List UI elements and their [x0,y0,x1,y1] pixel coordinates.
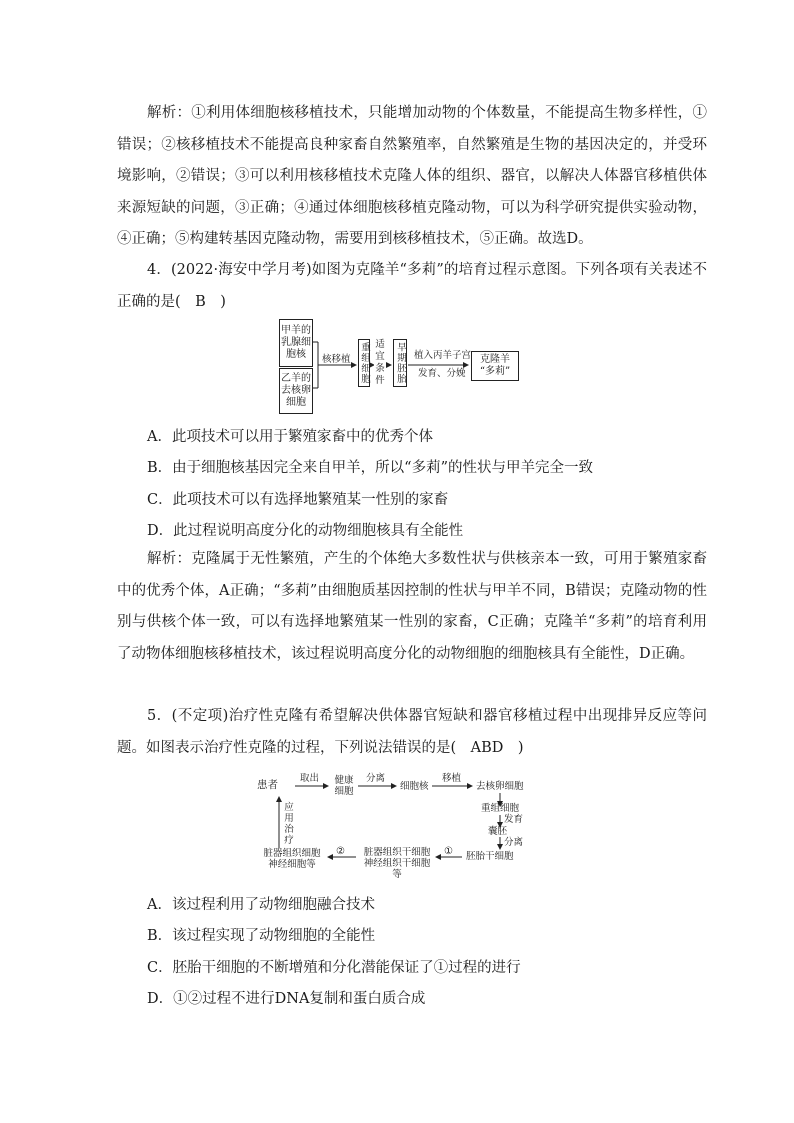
q5-option-a: A．该过程利用了动物细胞融合技术 [147,897,375,913]
label-nuclear-transfer: 核移植 [322,354,351,365]
node-embryonic-stem-cell: 胚胎干细胞 [466,851,514,862]
analysis-paragraph-q4: 解析：克隆属于无性繁殖，产生的个体绝大多数性状与供核亲本一致，可用于繁殖家畜中的优秀个体，A正确；“多莉”由细胞质基因控制的性状与甲羊不同，B错误；克隆动物的性别与供核个体一致，可以有选择地繁殖某一性别的家畜，C正确；克隆羊“多莉”的培育利用了动物体细胞核移植技术，该过程说明高度分化的动物细胞的细胞核具有全能性，D正确。 [117,551,707,662]
node-tissue-cells: 脏器组织细胞神经细胞等 [263,848,321,870]
q4-option-a: A．此项技术可以用于繁殖家畜中的优秀个体 [147,429,433,445]
label-apply-therapy: 应用治疗 [284,802,294,846]
node-enucleated-egg: 去核卵细胞 [476,781,524,792]
label-implant: 植入丙羊子宫 [414,350,472,361]
label-separate-2: 分离 [504,837,524,848]
label-develop: 发育 [504,814,524,825]
box-donor-nucleus: 甲羊的乳腺细胞核 [279,319,313,367]
q5-option-b: B．该过程实现了动物细胞的全能性 [147,928,376,944]
node-blastocyst: 囊胚 [488,826,508,837]
q5-option-c: C．胚胎干细胞的不断增殖和分化潜能保证了①过程的进行 [147,960,521,976]
label-take-out: 取出 [300,773,320,784]
q4-option-c: C．此项技术可以有选择地繁殖某一性别的家畜 [147,492,449,508]
label-step-1: ① [444,846,453,857]
node-healthy-cell: 健康细胞 [334,775,354,797]
label-transplant: 移植 [442,773,462,784]
question-5-stem: 5．(不定项)治疗性克隆有希望解决供体器官短缺和器官移植过程中出现排异反应等问题。如图表示治疗性克隆的过程，下列说法错误的是( ABD ) [117,708,707,756]
label-separate: 分离 [366,773,386,784]
box-enucleated-egg: 乙羊的去核卵细胞 [279,368,313,414]
node-recombinant-cell: 重组细胞 [481,803,520,814]
label-step-2: ② [336,846,345,857]
node-nucleus: 细胞核 [400,781,429,792]
q4-option-d: D．此过程说明高度分化的动物细胞核具有全能性 [147,523,464,539]
label-develop-deliver: 发育、分娩 [418,368,466,379]
analysis-paragraph-q3: 解析：①利用体细胞核移植技术，只能增加动物的个体数量，不能提高生物多样性，①错误；②核移植技术不能提高良种家畜自然繁殖率，自然繁殖是生物的基因决定的，并受环境影响，②错误；③可以利用核移植技术克隆人体的组织、器官，以解决人体器官移植供体来源短缺的问题，③正确；④通过体细胞核移植克隆动物，可以为科学研究提供实验动物，④正确；⑤构建转基因克隆动物，需要用到核移植技术，⑤正确。故选D。 [117,105,707,247]
node-patient: 患者 [257,779,278,791]
node-tissue-stem-cells: 脏器组织干细胞神经组织干细胞等 [363,847,431,880]
question-4-stem: 4．(2022·海安中学月考)如图为克隆羊“多莉”的培育过程示意图。下列各项有关表述不正确的是( B ) [117,262,707,310]
q4-option-b: B．由于细胞核基因完全来自甲羊，所以“多莉”的性状与甲羊完全一致 [147,460,593,476]
box-recombinant-cell: 重组细胞 [358,339,370,387]
q5-option-d: D．①②过程不进行DNA复制和蛋白质合成 [147,991,426,1007]
box-early-embryo: 早期胚胎 [393,339,407,387]
box-suitable-conditions: 适宜条件 [375,339,385,386]
box-clone-sheep: 克隆羊 “多莉” [471,351,519,381]
